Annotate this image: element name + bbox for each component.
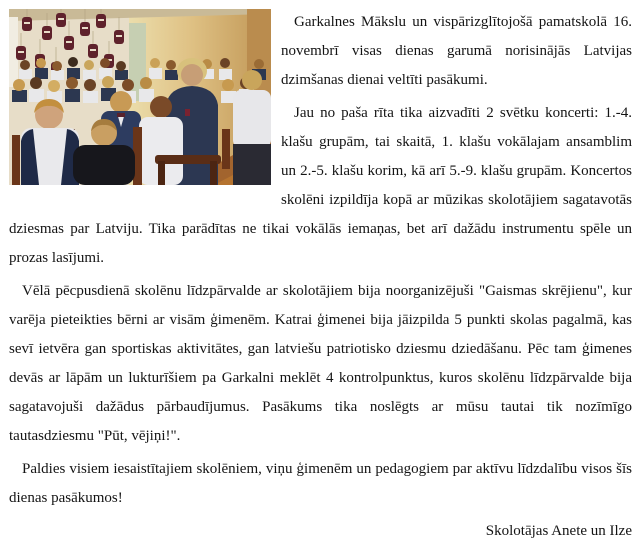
paragraph-intro: Garkalnes Mākslu un vispārizglītojošā pamatskolā 16. novembrī visas dienas garumā norisinājās Latvijas dzimšanas dienai veltīti pasākumi.	[281, 14, 632, 88]
school-concert-photo-graphic	[9, 9, 271, 185]
paragraph-thanks: Paldies visiem iesaistītajiem skolēniem, viņu ģimenēm un pedagogiem par aktīvu līdzdalību visos šīs dienas pasākumos!	[9, 461, 632, 506]
signature-line: Skolotājas Anete un Ilze	[485, 523, 632, 539]
paragraph-concerts: Jau no paša rīta tika aizvadīti 2 svētku koncerti: 1.-4. klašu grupām, tai skaitā, 1. klašu vokālajam ansamblim un 2.-5. klašu korim, kā arī 5.-9. klašu grupām. Koncertos skolēni izpildīja kopā ar mūzikas skolotājiem sagatavotās dziesmas par Latviju. Tika parādītas ne tikai vokālās iemaņas, bet arī dažādu instrumentu spēle un prozas lasījumi.	[9, 105, 632, 266]
paragraph-light-run: Vēlā pēcpusdienā skolēnu līdzpārvalde ar skolotājiem bija noorganizējuši "Gaismas skrējienu", kur varēja pieteikties bērni ar visām ģimenēm. Katrai ģimenei bija jāizpilda 5 punkti skolas pagalmā, kas sevī ietvēra gan sportiskas aktivitātes, gan latviešu patriotisko dziesmu dziedāšanu. Pēc tam ģimenes devās ar lāpām un lukturīšiem pa Garkalni meklēt 4 kontrolpunktus, kuros skolēnu līdzpārvalde bija sagatavojuši dažādus pārbaudījumus. Pasākums tika noslēgts ar mūsu tautai tik nozīmīgo tautasdziesmu "Pūt, vējiņi!".	[9, 283, 632, 444]
article-photo	[9, 9, 271, 185]
